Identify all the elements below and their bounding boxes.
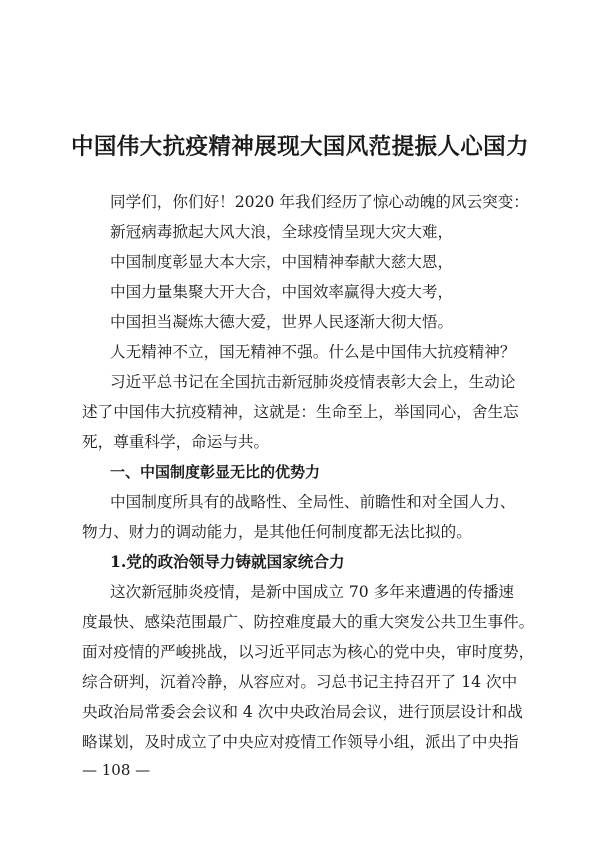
- poem-line: 中国制度彰显大本大宗，中国精神奉献大慈大恩，: [110, 253, 454, 271]
- section-heading: 一、中国制度彰显无比的优势力: [110, 463, 321, 481]
- intro-line: 同学们，你们好！2020 年我们经历了惊心动魄的风云突变：: [110, 193, 529, 211]
- paragraph-line: 述了中国伟大抗疫精神，这就是：生命至上，举国同心，舍生忘: [82, 403, 519, 421]
- paragraph-line: 面对疫情的严峻挑战，以习近平同志为核心的党中央，审时度势，: [82, 643, 535, 661]
- paragraph-line: 习近平总书记在全国抗击新冠肺炎疫情表彰大会上，生动论: [110, 373, 516, 391]
- paragraph-line: 中国制度所具有的战略性、全局性、前瞻性和对全国人力、: [110, 493, 516, 511]
- article-title: 中国伟大抗疫精神展现大国风范提振人心国力: [70, 134, 529, 160]
- poem-line: 中国力量集聚大开大合，中国效率赢得大疫大考，: [110, 283, 454, 301]
- subsection-heading: 1.党的政治领导力铸就国家统合力: [110, 552, 345, 571]
- paragraph-line: 略谋划，及时成立了中央应对疫情工作领导小组，派出了中央指: [82, 733, 519, 751]
- paragraph-line: 物力、财力的调动能力，是其他任何制度都无法比拟的。: [82, 523, 472, 541]
- paragraph-line: 这次新冠肺炎疫情，是新中国成立 70 多年来遭遇的传播速: [110, 583, 515, 601]
- paragraph-line: 死，尊重科学，命运与共。: [82, 433, 270, 451]
- poem-line: 中国担当凝炼大德大爱，世界人民逐渐大彻大悟。: [110, 313, 454, 331]
- paragraph-line: 人无精神不立，国无精神不强。什么是中国伟大抗疫精神？: [110, 343, 516, 361]
- paragraph-line: 度最快、感染范围最广、防控难度最大的重大突发公共卫生事件。: [82, 613, 535, 631]
- poem-line: 新冠病毒掀起大风大浪，全球疫情呈现大灾大难，: [110, 223, 454, 241]
- paragraph-line: 央政治局常委会会议和 4 次中央政治局会议，进行顶层设计和战: [82, 703, 523, 721]
- page-number: — 108 —: [82, 761, 151, 779]
- paragraph-line: 综合研判，沉着冷静，从容应对。习总书记主持召开了 14 次中: [82, 673, 518, 691]
